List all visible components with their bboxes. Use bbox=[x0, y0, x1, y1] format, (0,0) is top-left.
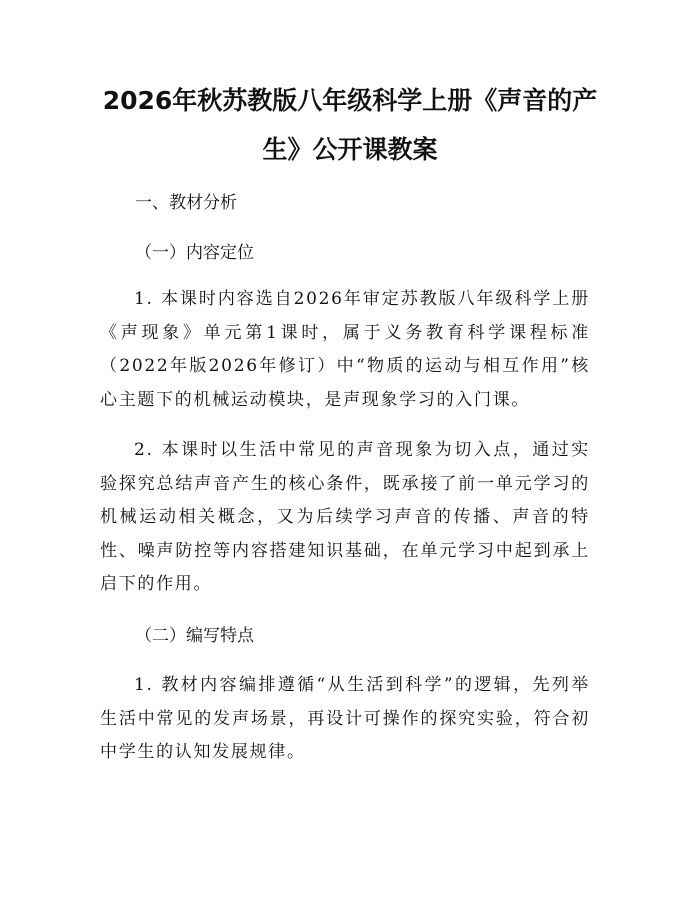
section-heading-textbook-analysis: 一、教材分析 bbox=[135, 193, 237, 213]
subsection-heading-content-positioning: （一）内容定位 bbox=[135, 243, 254, 263]
document-title-line-2: 生》公开课教案 bbox=[262, 135, 438, 164]
paragraph-content-2: 2. 本课时以生活中常见的声音现象为切入点，通过实验探究总结声音产生的核心条件，既承接了前一单元学习的机械运动相关概念，又为后续学习声音的传播、声音的特性、噪声防控等内容搭建知识基础，在单元学习中起到承上启下的作用。 bbox=[100, 440, 590, 594]
paragraph-feature-1: 1. 教材内容编排遵循“从生活到科学”的逻辑，先列举生活中常见的发声场景，再设计可操作的探究实验，符合初中学生的认知发展规律。 bbox=[100, 675, 590, 762]
document-title-line-1: 2026年秋苏教版八年级科学上册《声音的产 bbox=[102, 86, 598, 115]
paragraph-content-1: 1. 本课时内容选自2026年审定苏教版八年级科学上册《声现象》单元第1课时，属于义务教育科学课程标准（2022年版2026年修订）中“物质的运动与相互作用”核心主题下的机械运动模块，是声现象学习的入门课。 bbox=[100, 289, 590, 410]
subsection-heading-writing-features: （二）编写特点 bbox=[135, 626, 254, 646]
